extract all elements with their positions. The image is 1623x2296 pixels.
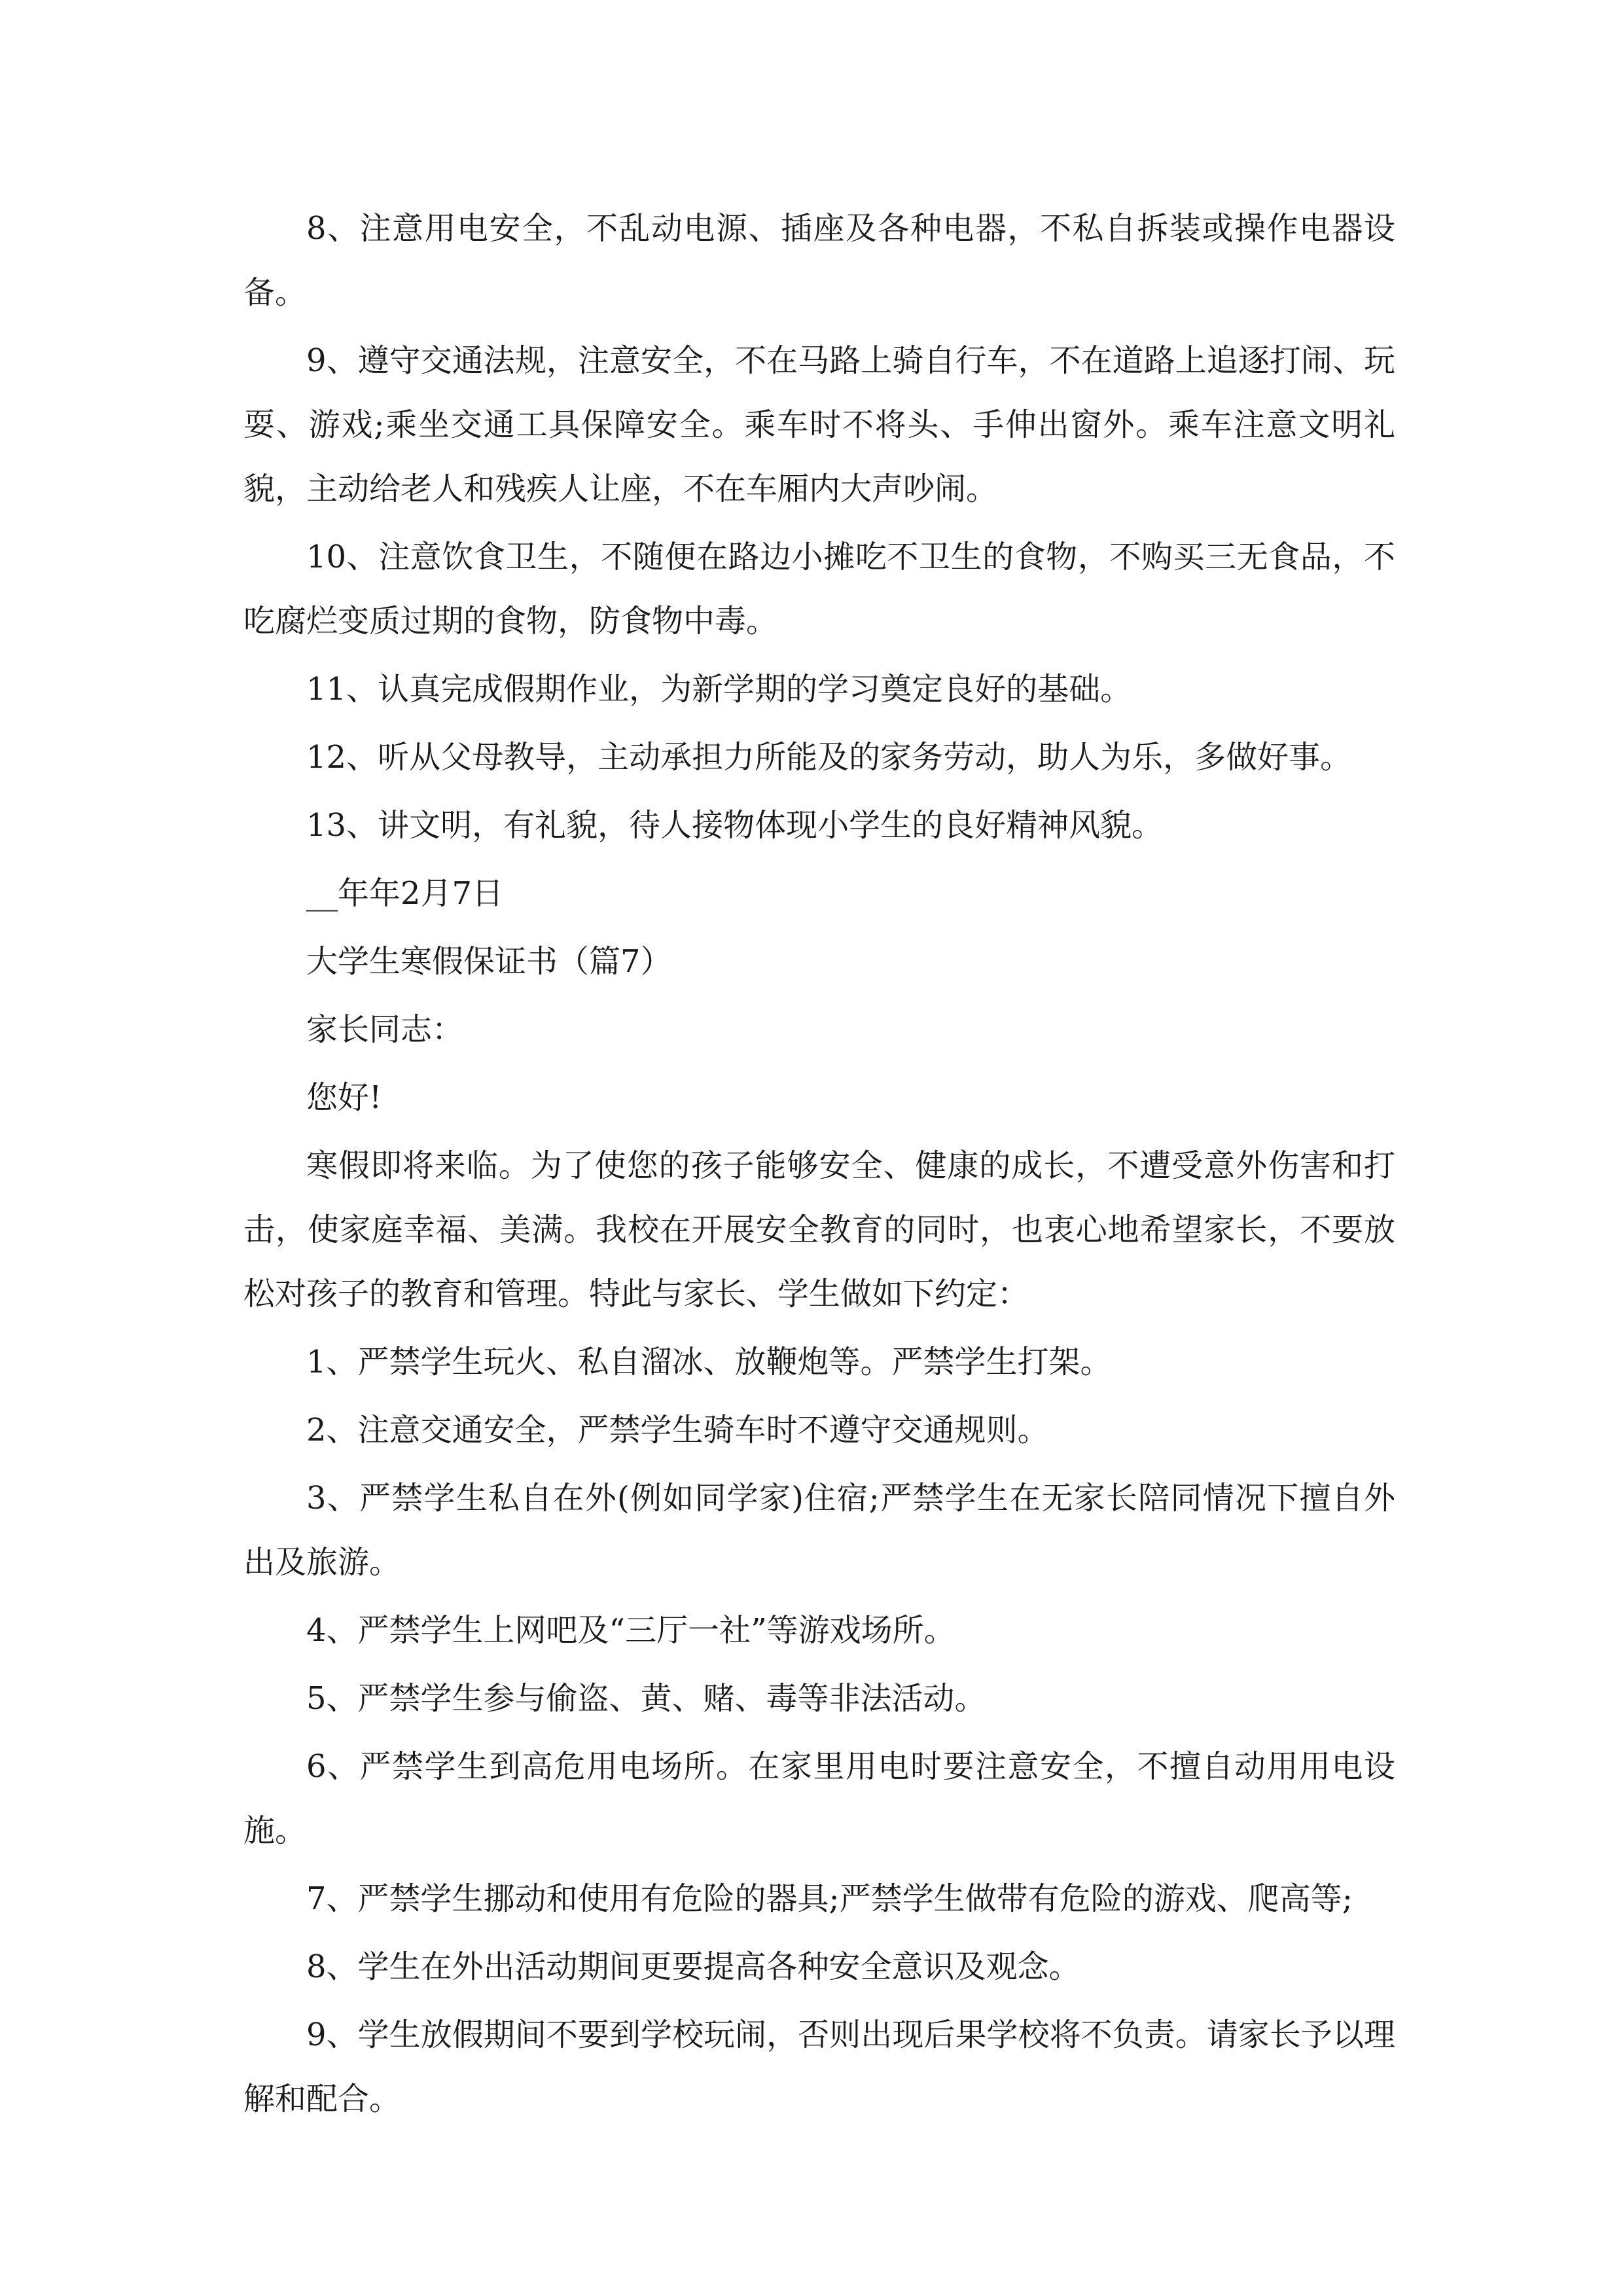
paragraph-rule-11-homework: 11、认真完成假期作业，为新学期的学习奠定良好的基础。 [306, 671, 1132, 708]
paragraph-rule-13-manners: 13、讲文明，有礼貌，待人接物体现小学生的良好精神风貌。 [306, 807, 1164, 844]
agreement-item-3: 3、严禁学生私自在外(例如同学家)住宿;严禁学生在无家长陪同情况下擅自外出及旅游。 [243, 1480, 1395, 1581]
paragraph-rule-8-electricity: 8、注意用电安全，不乱动电源、插座及各种电器，不私自拆装或操作电器设备。 [243, 210, 1395, 311]
agreement-item-2: 2、注意交通安全，严禁学生骑车时不遵守交通规则。 [306, 1412, 1049, 1448]
paragraph-rule-9-traffic: 9、遵守交通法规，注意安全，不在马路上骑自行车，不在道路上追逐打闹、玩耍、游戏;乘坐交通工具保障安全。乘车时不将头、手伸出窗外。乘车注意文明礼貌，主动给老人和残疾人让座，不在车厢内大声吵闹。 [243, 342, 1395, 507]
greeting: 您好! [306, 1079, 382, 1116]
agreement-item-4: 4、严禁学生上网吧及“三厅一社”等游戏场所。 [306, 1612, 955, 1649]
agreement-item-1: 1、严禁学生玩火、私自溜冰、放鞭炮等。严禁学生打架。 [306, 1344, 1112, 1380]
agreement-item-9: 9、学生放假期间不要到学校玩闹，否则出现后果学校将不负责。请家长予以理解和配合。 [243, 2017, 1395, 2117]
document-body [243, 196, 1395, 2135]
agreement-item-7: 7、严禁学生挪动和使用有危险的器具;严禁学生做带有危险的游戏、爬高等; [306, 1880, 1353, 1917]
agreement-item-8: 8、学生在外出活动期间更要提高各种安全意识及观念。 [306, 1948, 1080, 1985]
paragraph-rule-10-food: 10、注意饮食卫生，不随便在路边小摊吃不卫生的食物，不购买三无食品，不吃腐烂变质过期的食物，防食物中毒。 [243, 539, 1395, 639]
salutation: 家长同志： [306, 1011, 464, 1048]
agreement-item-6: 6、严禁学生到高危用电场所。在家里用电时要注意安全，不擅自动用用电设施。 [243, 1748, 1395, 1849]
intro-paragraph: 寒假即将来临。为了使您的孩子能够安全、健康的成长，不遭受意外伤害和打击，使家庭幸福、美满。我校在开展安全教育的同时，也衷心地希望家长，不要放松对孩子的教育和管理。特此与家长、学生做如下约定： [243, 1147, 1395, 1312]
agreement-item-5: 5、严禁学生参与偷盗、黄、赌、毒等非法活动。 [306, 1680, 986, 1717]
paragraph-rule-12-chores: 12、听从父母教导，主动承担力所能及的家务劳动，助人为乐，多做好事。 [306, 739, 1352, 776]
section-title: 大学生寒假保证书（篇7） [306, 943, 672, 980]
date-line: __年年2月7日 [306, 875, 504, 912]
